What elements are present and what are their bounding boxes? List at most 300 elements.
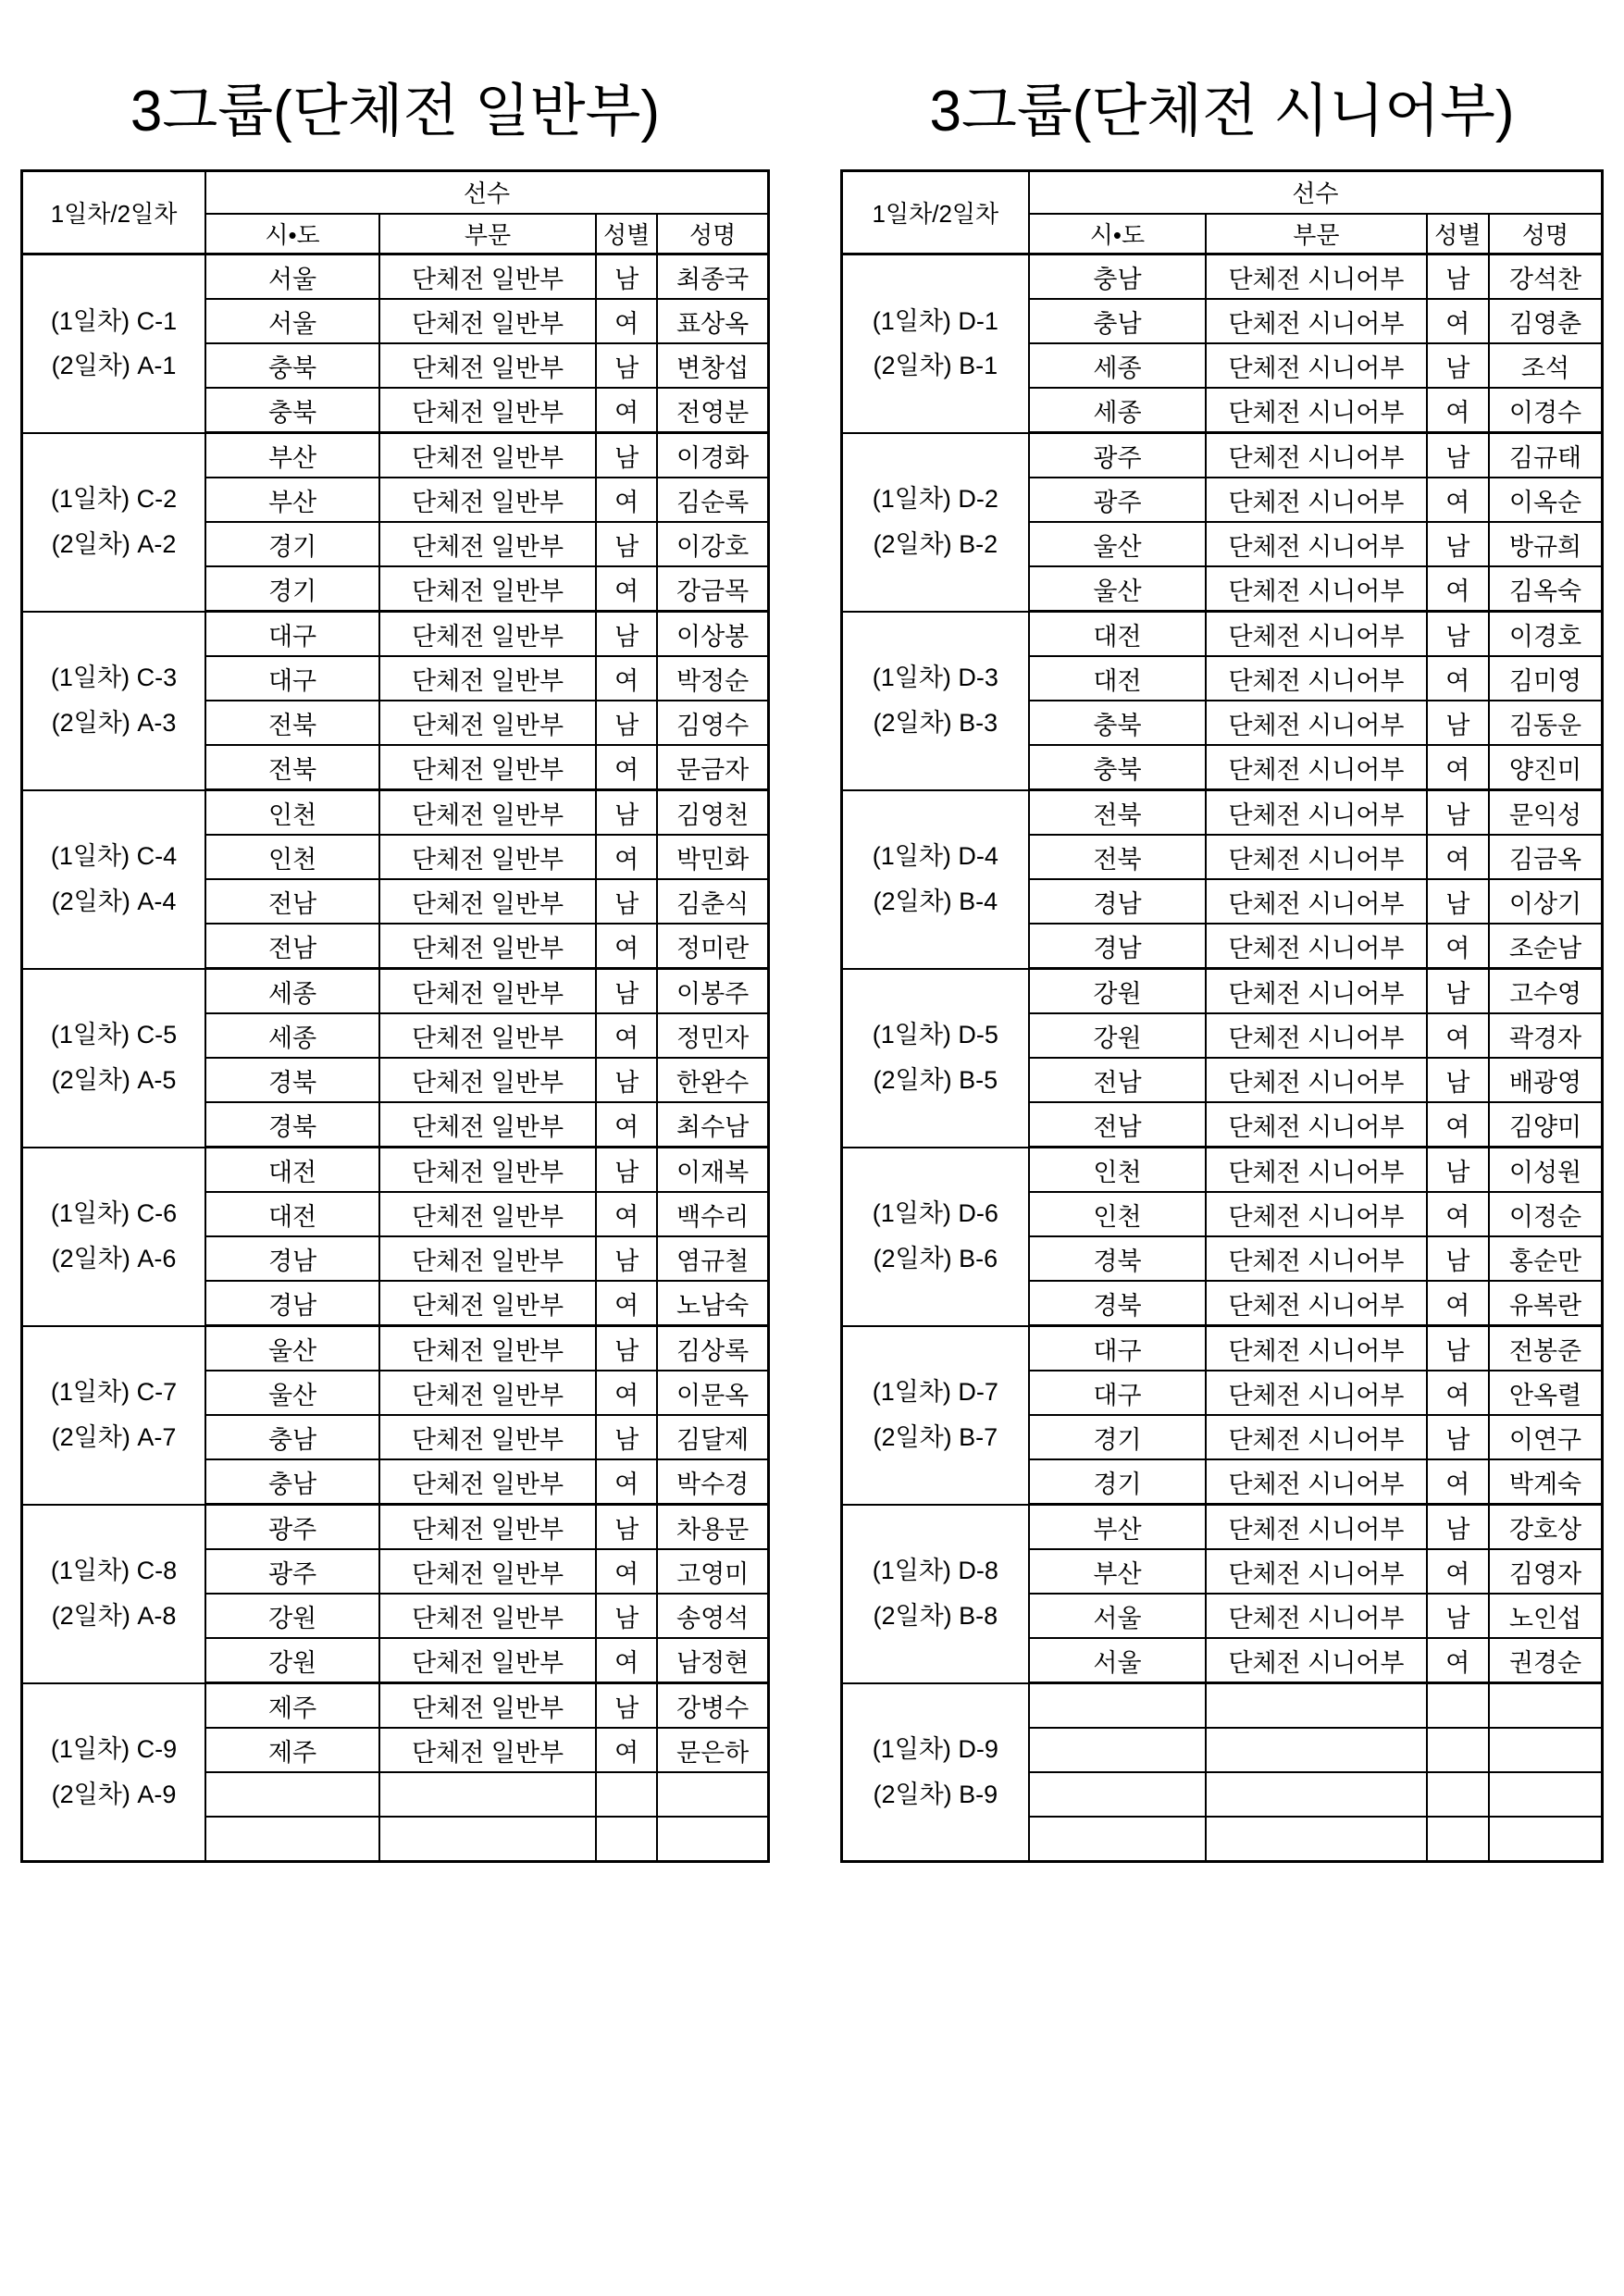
cell-gender: 남 — [1427, 522, 1489, 566]
group-label — [22, 790, 206, 969]
cell-division: 단체전 시니어부 — [1206, 612, 1426, 657]
cell-gender: 여 — [596, 478, 657, 522]
player-row — [842, 1148, 1603, 1193]
column-header-day: 1일차/2일차 — [22, 171, 206, 254]
cell-division: 단체전 일반부 — [379, 1549, 596, 1594]
group-label-line: (2일차) A-6 — [51, 1245, 177, 1272]
cell-name: 권경순 — [1489, 1638, 1603, 1683]
cell-gender: 여 — [1427, 1549, 1489, 1594]
group-label — [842, 969, 1029, 1148]
cell-name: 이봉주 — [657, 969, 768, 1014]
group-label — [22, 1683, 206, 1862]
column-header-day: 1일차/2일차 — [842, 171, 1029, 254]
cell-division: 단체전 시니어부 — [1206, 1013, 1426, 1058]
cell-division: 단체전 일반부 — [379, 388, 596, 433]
column-header-gender: 성별 — [596, 214, 657, 254]
header-row-top — [22, 171, 769, 214]
cell-gender: 여 — [596, 1102, 657, 1148]
cell-division: 단체전 일반부 — [379, 612, 596, 657]
cell-gender: 남 — [1427, 1058, 1489, 1102]
player-row — [842, 254, 1603, 300]
group-label-line: (1일차) C-6 — [50, 1199, 178, 1228]
cell-division: 단체전 일반부 — [379, 1192, 596, 1236]
cell-name: 강금목 — [657, 566, 768, 612]
column-header-gender: 성별 — [1427, 214, 1489, 254]
player-row — [22, 1148, 769, 1193]
cell-gender: 남 — [1427, 969, 1489, 1014]
cell-gender: 남 — [1427, 343, 1489, 388]
cell-sido: 인천 — [1029, 1192, 1207, 1236]
player-row — [842, 433, 1603, 478]
cell-sido: 충북 — [205, 388, 379, 433]
group-label-line: (1일차) C-2 — [50, 485, 178, 514]
cell-division: 단체전 일반부 — [379, 1728, 596, 1772]
group-label-line: (2일차) B-2 — [873, 530, 998, 558]
cell-name: 이경호 — [1489, 612, 1603, 657]
cell-name: 유복란 — [1489, 1281, 1603, 1326]
cell-name: 배광영 — [1489, 1058, 1603, 1102]
column-header-sido: 시•도 — [205, 214, 379, 254]
group-label-line: (2일차) A-4 — [51, 887, 177, 915]
cell-gender: 남 — [596, 1505, 657, 1550]
cell-division — [1206, 1772, 1426, 1817]
cell-gender: 남 — [596, 1683, 657, 1729]
cell-name: 이재복 — [657, 1148, 768, 1193]
cell-sido: 세종 — [1029, 388, 1207, 433]
cell-name: 고수영 — [1489, 969, 1603, 1014]
group-label-line: (2일차) A-1 — [51, 352, 177, 380]
cell-division: 단체전 일반부 — [379, 790, 596, 836]
table-body — [22, 254, 769, 1862]
cell-gender: 여 — [1427, 924, 1489, 969]
cell-gender: 남 — [596, 1058, 657, 1102]
cell-name: 남정현 — [657, 1638, 768, 1683]
cell-sido: 충남 — [205, 1459, 379, 1505]
cell-sido: 충북 — [205, 343, 379, 388]
cell-gender: 남 — [1427, 1148, 1489, 1193]
cell-gender: 남 — [596, 254, 657, 300]
cell-gender: 남 — [596, 1415, 657, 1459]
cell-division: 단체전 시니어부 — [1206, 566, 1426, 612]
cell-division: 단체전 시니어부 — [1206, 478, 1426, 522]
cell-gender: 여 — [596, 1371, 657, 1415]
cell-name: 이경화 — [657, 433, 768, 478]
cell-division: 단체전 시니어부 — [1206, 1058, 1426, 1102]
cell-division: 단체전 일반부 — [379, 1281, 596, 1326]
player-row — [22, 433, 769, 478]
cell-name: 노인섭 — [1489, 1594, 1603, 1638]
cell-division: 단체전 일반부 — [379, 566, 596, 612]
cell-gender: 여 — [596, 1459, 657, 1505]
cell-name: 박계숙 — [1489, 1459, 1603, 1505]
group-label — [22, 433, 206, 612]
cell-name: 염규철 — [657, 1236, 768, 1281]
table-body — [842, 254, 1603, 1862]
group-label-line: (1일차) C-9 — [50, 1735, 178, 1764]
cell-gender — [1427, 1728, 1489, 1772]
cell-sido: 전남 — [1029, 1102, 1207, 1148]
cell-division: 단체전 시니어부 — [1206, 790, 1426, 836]
cell-name: 백수리 — [657, 1192, 768, 1236]
cell-sido: 전남 — [205, 879, 379, 924]
cell-sido: 서울 — [205, 299, 379, 343]
cell-division: 단체전 시니어부 — [1206, 433, 1426, 478]
group-label-line: (2일차) A-7 — [51, 1423, 177, 1451]
cell-division: 단체전 시니어부 — [1206, 1549, 1426, 1594]
page-title-general: 3그룹(단체전 일반부) — [130, 79, 661, 143]
cell-sido: 경남 — [205, 1281, 379, 1326]
cell-gender: 남 — [596, 701, 657, 745]
cell-gender: 여 — [596, 656, 657, 701]
table-header — [842, 171, 1603, 254]
player-row — [22, 1505, 769, 1550]
cell-gender: 남 — [596, 522, 657, 566]
cell-name: 김미영 — [1489, 656, 1603, 701]
cell-sido: 인천 — [205, 790, 379, 836]
cell-name — [657, 1772, 768, 1817]
cell-division: 단체전 시니어부 — [1206, 1326, 1426, 1371]
cell-gender — [596, 1772, 657, 1817]
cell-division: 단체전 시니어부 — [1206, 1505, 1426, 1550]
cell-sido — [205, 1817, 379, 1862]
cell-sido: 경기 — [1029, 1415, 1207, 1459]
general-division-panel — [20, 42, 770, 1863]
cell-gender: 남 — [1427, 1236, 1489, 1281]
cell-name: 박민화 — [657, 835, 768, 879]
cell-name: 박수경 — [657, 1459, 768, 1505]
cell-gender: 여 — [596, 1281, 657, 1326]
cell-sido: 인천 — [205, 835, 379, 879]
cell-division: 단체전 일반부 — [379, 433, 596, 478]
group-label-line: (2일차) B-1 — [873, 352, 998, 380]
cell-sido: 경기 — [1029, 1459, 1207, 1505]
group-label-line: (1일차) D-6 — [872, 1199, 998, 1228]
cell-division: 단체전 시니어부 — [1206, 343, 1426, 388]
cell-name: 이정순 — [1489, 1192, 1603, 1236]
group-label-line: (1일차) D-1 — [872, 306, 998, 335]
cell-division: 단체전 일반부 — [379, 254, 596, 300]
cell-name: 방규희 — [1489, 522, 1603, 566]
cell-name — [1489, 1817, 1603, 1862]
group-label-line: (2일차) B-3 — [873, 709, 998, 737]
cell-sido: 대전 — [1029, 612, 1207, 657]
cell-sido: 전북 — [205, 745, 379, 790]
cell-name: 이문옥 — [657, 1371, 768, 1415]
cell-sido: 전남 — [1029, 1058, 1207, 1102]
cell-name: 전봉준 — [1489, 1326, 1603, 1371]
cell-sido: 전북 — [1029, 835, 1207, 879]
cell-gender: 남 — [596, 790, 657, 836]
cell-division: 단체전 일반부 — [379, 1326, 596, 1371]
cell-name: 이경수 — [1489, 388, 1603, 433]
cell-name: 조석 — [1489, 343, 1603, 388]
cell-division: 단체전 일반부 — [379, 478, 596, 522]
cell-name: 이상봉 — [657, 612, 768, 657]
cell-division: 단체전 시니어부 — [1206, 1236, 1426, 1281]
cell-division: 단체전 시니어부 — [1206, 701, 1426, 745]
cell-division: 단체전 일반부 — [379, 701, 596, 745]
cell-division: 단체전 일반부 — [379, 656, 596, 701]
cell-sido: 부산 — [1029, 1549, 1207, 1594]
cell-division: 단체전 시니어부 — [1206, 879, 1426, 924]
cell-division: 단체전 일반부 — [379, 1415, 596, 1459]
cell-sido: 전북 — [1029, 790, 1207, 836]
cell-gender: 남 — [1427, 612, 1489, 657]
cell-sido — [1029, 1772, 1207, 1817]
cell-gender: 여 — [1427, 1192, 1489, 1236]
group-label — [842, 433, 1029, 612]
cell-sido: 서울 — [205, 254, 379, 300]
cell-sido: 전북 — [205, 701, 379, 745]
cell-name: 곽경자 — [1489, 1013, 1603, 1058]
column-header-division: 부문 — [379, 214, 596, 254]
cell-gender: 여 — [596, 299, 657, 343]
cell-division — [1206, 1683, 1426, 1729]
cell-sido: 충남 — [1029, 254, 1207, 300]
cell-gender: 여 — [596, 1192, 657, 1236]
cell-name: 이상기 — [1489, 879, 1603, 924]
cell-sido: 세종 — [205, 969, 379, 1014]
group-label-line: (1일차) C-1 — [50, 306, 178, 335]
cell-sido: 경남 — [1029, 879, 1207, 924]
cell-sido: 제주 — [205, 1683, 379, 1729]
cell-gender — [1427, 1683, 1489, 1729]
player-row — [842, 790, 1603, 836]
cell-sido: 충북 — [1029, 745, 1207, 790]
cell-gender: 여 — [1427, 1638, 1489, 1683]
cell-division — [379, 1817, 596, 1862]
cell-name: 김순록 — [657, 478, 768, 522]
cell-sido: 경북 — [205, 1102, 379, 1148]
cell-gender: 여 — [1427, 299, 1489, 343]
cell-sido: 부산 — [1029, 1505, 1207, 1550]
cell-sido: 울산 — [1029, 566, 1207, 612]
player-row — [22, 969, 769, 1014]
cell-sido — [1029, 1683, 1207, 1729]
cell-division: 단체전 일반부 — [379, 522, 596, 566]
cell-division — [379, 1772, 596, 1817]
player-row — [22, 612, 769, 657]
cell-sido: 경기 — [205, 566, 379, 612]
cell-name: 이옥순 — [1489, 478, 1603, 522]
cell-name: 강석찬 — [1489, 254, 1603, 300]
group-label-line: (1일차) D-5 — [872, 1021, 998, 1049]
cell-name: 김옥숙 — [1489, 566, 1603, 612]
group-label-line: (1일차) D-3 — [872, 664, 998, 692]
cell-name: 홍순만 — [1489, 1236, 1603, 1281]
column-header-division: 부문 — [1206, 214, 1426, 254]
group-label — [842, 790, 1029, 969]
cell-sido — [1029, 1817, 1207, 1862]
cell-gender: 남 — [596, 879, 657, 924]
group-label-line: (1일차) C-7 — [50, 1378, 178, 1407]
cell-gender: 남 — [1427, 790, 1489, 836]
cell-division: 단체전 일반부 — [379, 1638, 596, 1683]
group-label-line: (1일차) C-8 — [50, 1557, 178, 1585]
cell-division: 단체전 시니어부 — [1206, 1192, 1426, 1236]
group-label — [22, 612, 206, 790]
cell-gender: 남 — [596, 1594, 657, 1638]
group-label — [842, 1326, 1029, 1505]
group-label — [842, 1148, 1029, 1326]
roster-table-general — [20, 169, 770, 1863]
cell-gender: 여 — [1427, 1102, 1489, 1148]
player-row — [842, 612, 1603, 657]
cell-division: 단체전 일반부 — [379, 879, 596, 924]
group-label-line: (1일차) D-2 — [872, 485, 998, 514]
cell-name: 양진미 — [1489, 745, 1603, 790]
cell-gender: 여 — [596, 1728, 657, 1772]
cell-division: 단체전 시니어부 — [1206, 1102, 1426, 1148]
cell-sido: 대구 — [1029, 1371, 1207, 1415]
cell-sido: 광주 — [1029, 478, 1207, 522]
cell-name: 최수남 — [657, 1102, 768, 1148]
cell-name: 전영분 — [657, 388, 768, 433]
cell-division: 단체전 일반부 — [379, 1236, 596, 1281]
cell-name: 이연구 — [1489, 1415, 1603, 1459]
column-header-name: 성명 — [657, 214, 768, 254]
cell-gender: 여 — [596, 388, 657, 433]
cell-name: 노남숙 — [657, 1281, 768, 1326]
player-row — [22, 790, 769, 836]
cell-name: 강병수 — [657, 1683, 768, 1729]
cell-gender: 여 — [596, 1549, 657, 1594]
cell-division: 단체전 시니어부 — [1206, 1594, 1426, 1638]
cell-sido: 세종 — [205, 1013, 379, 1058]
cell-division: 단체전 일반부 — [379, 1683, 596, 1729]
group-label-line: (1일차) D-7 — [872, 1378, 998, 1407]
cell-name: 이성원 — [1489, 1148, 1603, 1193]
cell-name: 김영춘 — [1489, 299, 1603, 343]
cell-division: 단체전 시니어부 — [1206, 745, 1426, 790]
cell-sido: 경북 — [205, 1058, 379, 1102]
cell-division — [1206, 1728, 1426, 1772]
cell-gender: 여 — [596, 1013, 657, 1058]
cell-division: 단체전 시니어부 — [1206, 254, 1426, 300]
cell-gender: 여 — [596, 566, 657, 612]
group-label — [22, 969, 206, 1148]
cell-name: 정미란 — [657, 924, 768, 969]
cell-sido: 울산 — [1029, 522, 1207, 566]
player-row — [22, 1683, 769, 1729]
cell-division: 단체전 일반부 — [379, 1148, 596, 1193]
cell-name: 안옥렬 — [1489, 1371, 1603, 1415]
cell-gender: 여 — [1427, 566, 1489, 612]
cell-division: 단체전 시니어부 — [1206, 1281, 1426, 1326]
cell-sido: 강원 — [205, 1638, 379, 1683]
cell-name: 조순남 — [1489, 924, 1603, 969]
cell-gender: 남 — [596, 343, 657, 388]
column-header-sido: 시•도 — [1029, 214, 1207, 254]
cell-sido: 경북 — [1029, 1281, 1207, 1326]
cell-sido: 경기 — [205, 522, 379, 566]
page-title-senior: 3그룹(단체전 시니어부) — [929, 79, 1515, 143]
group-label-line: (2일차) A-9 — [51, 1780, 177, 1808]
cell-name: 정민자 — [657, 1013, 768, 1058]
cell-name: 김금옥 — [1489, 835, 1603, 879]
group-label-line: (2일차) A-8 — [51, 1602, 177, 1630]
cell-name — [657, 1817, 768, 1862]
cell-sido: 광주 — [205, 1549, 379, 1594]
column-header-player: 선수 — [1029, 171, 1603, 214]
cell-gender: 남 — [1427, 1415, 1489, 1459]
column-header-player: 선수 — [205, 171, 768, 214]
cell-name: 박정순 — [657, 656, 768, 701]
table-header — [22, 171, 769, 254]
cell-gender: 여 — [1427, 1013, 1489, 1058]
cell-division: 단체전 일반부 — [379, 1459, 596, 1505]
group-label-line: (2일차) B-7 — [873, 1423, 998, 1451]
cell-gender: 여 — [1427, 745, 1489, 790]
cell-division: 단체전 시니어부 — [1206, 969, 1426, 1014]
cell-sido: 광주 — [1029, 433, 1207, 478]
cell-division: 단체전 일반부 — [379, 299, 596, 343]
group-label-line: (2일차) B-5 — [873, 1066, 998, 1094]
cell-division: 단체전 시니어부 — [1206, 1459, 1426, 1505]
cell-name: 표상옥 — [657, 299, 768, 343]
group-label — [842, 612, 1029, 790]
group-label-line: (1일차) C-3 — [50, 664, 178, 692]
group-label — [22, 1326, 206, 1505]
cell-name: 김영수 — [657, 701, 768, 745]
player-row — [22, 254, 769, 300]
cell-gender: 남 — [596, 1326, 657, 1371]
cell-gender: 남 — [596, 969, 657, 1014]
cell-sido: 대전 — [205, 1192, 379, 1236]
group-label — [22, 254, 206, 433]
cell-name: 최종국 — [657, 254, 768, 300]
cell-division: 단체전 시니어부 — [1206, 299, 1426, 343]
cell-division: 단체전 일반부 — [379, 1013, 596, 1058]
header-row-top — [842, 171, 1603, 214]
cell-gender: 남 — [596, 1236, 657, 1281]
cell-gender: 여 — [1427, 835, 1489, 879]
cell-name: 고영미 — [657, 1549, 768, 1594]
cell-gender: 여 — [596, 924, 657, 969]
player-row — [842, 1505, 1603, 1550]
cell-division: 단체전 일반부 — [379, 1102, 596, 1148]
cell-name: 송영석 — [657, 1594, 768, 1638]
cell-sido: 대구 — [205, 656, 379, 701]
cell-name: 차용문 — [657, 1505, 768, 1550]
cell-name: 문익성 — [1489, 790, 1603, 836]
cell-sido: 강원 — [205, 1594, 379, 1638]
player-row — [22, 1326, 769, 1371]
cell-name: 변창섭 — [657, 343, 768, 388]
group-label — [842, 1505, 1029, 1683]
cell-gender: 남 — [1427, 1326, 1489, 1371]
cell-name — [1489, 1683, 1603, 1729]
cell-sido: 대전 — [1029, 656, 1207, 701]
cell-division: 단체전 시니어부 — [1206, 388, 1426, 433]
cell-sido — [1029, 1728, 1207, 1772]
cell-division: 단체전 일반부 — [379, 745, 596, 790]
cell-sido: 부산 — [205, 478, 379, 522]
player-row — [842, 1326, 1603, 1371]
cell-name: 김달제 — [657, 1415, 768, 1459]
cell-division: 단체전 시니어부 — [1206, 835, 1426, 879]
cell-name: 김영자 — [1489, 1549, 1603, 1594]
cell-name: 김상록 — [657, 1326, 768, 1371]
cell-gender: 남 — [1427, 1505, 1489, 1550]
cell-gender: 남 — [596, 433, 657, 478]
cell-gender: 남 — [1427, 433, 1489, 478]
cell-sido: 강원 — [1029, 969, 1207, 1014]
cell-sido: 서울 — [1029, 1638, 1207, 1683]
cell-sido: 충북 — [1029, 701, 1207, 745]
cell-gender: 남 — [1427, 701, 1489, 745]
cell-gender: 남 — [596, 1148, 657, 1193]
